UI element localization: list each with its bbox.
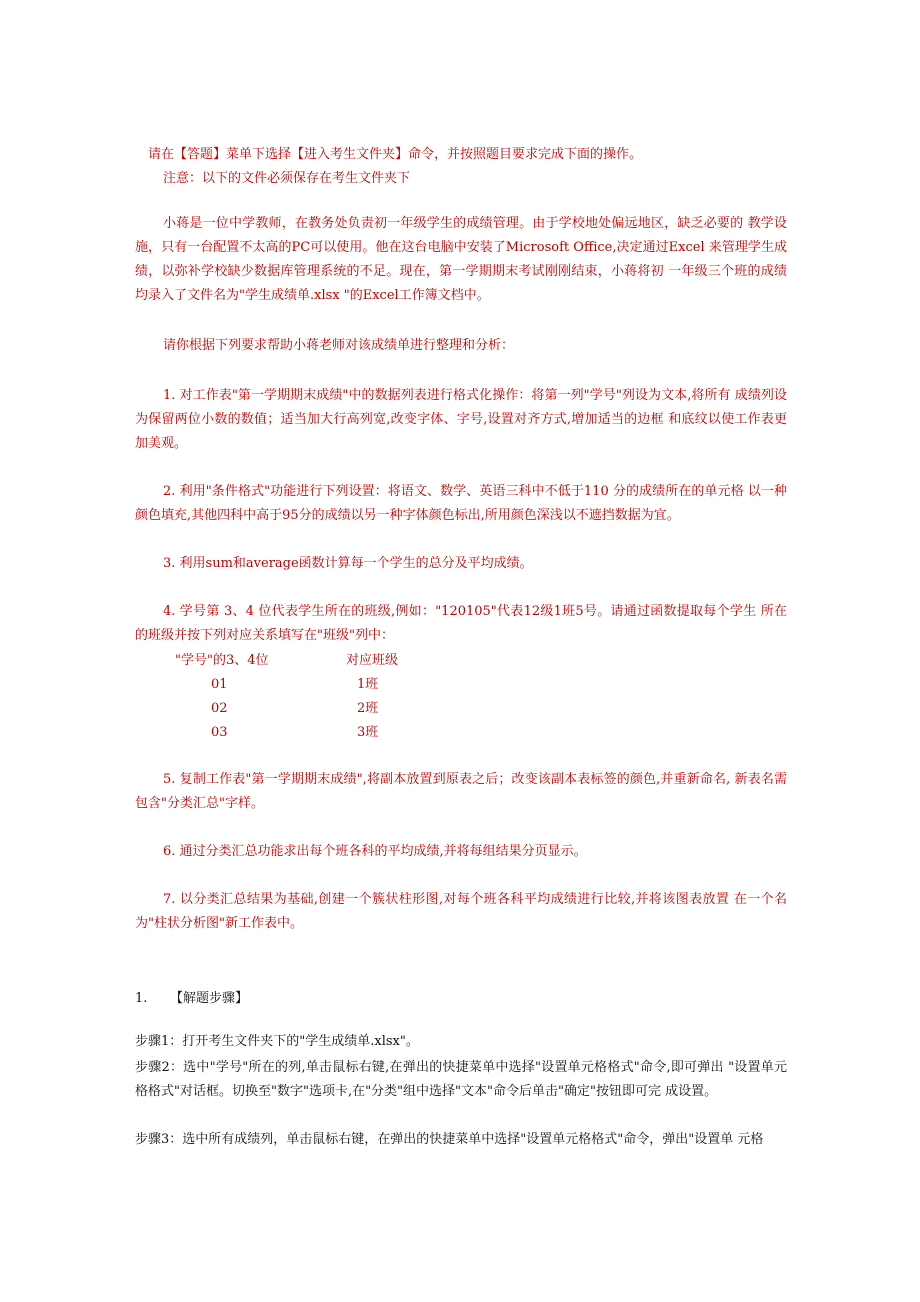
solution-step-3: 步骤3：选中所有成绩列，单击鼠标右键，在弹出的快捷菜单中选择"设置单元格格式"命令，弹出"设置单 元格 (135, 1132, 764, 1147)
intro-instruction: 请在【答题】菜单下选择【进入考生文件夹】命令，并按照题目要求完成下面的操作。 (148, 147, 643, 162)
table-cell-code: 02 (211, 701, 228, 716)
table-header-class: 对应班级 (346, 653, 399, 668)
solution-heading-number: 1. (135, 991, 148, 1006)
background-paragraph: 小蒋是一位中学教师，在教务处负责初一年级学生的成绩管理。由于学校地处偏远地区，缺乏必要的 教学设施，只有一台配置不太高的PC可以使用。他在这台电脑中安装了Microsoft Office,决定通过Excel 来管理学生成绩，以弥补学校缺少数据库管理系统的不足。现在，第一学期期末考试刚刚结束，小蒋将初 一年级三个班的成绩均录入了文件名为"学生成绩单.xlsx "的Excel工作簿文档中。 (135, 216, 787, 303)
table-header-code: "学号"的3、4位 (175, 653, 269, 668)
table-cell-class: 2班 (357, 701, 379, 716)
task-6: 6. 通过分类汇总功能求出每个班各科的平均成绩,并将每组结果分页显示。 (163, 844, 587, 859)
solution-step-1: 步骤1：打开考生文件夹下的"学生成绩单.xlsx"。 (135, 1034, 419, 1049)
solution-heading: 【解题步骤】 (170, 991, 249, 1006)
table-cell-code: 03 (211, 725, 228, 740)
request-line: 请你根据下列要求帮助小蒋老师对该成绩单进行整理和分析： (163, 338, 515, 353)
intro-notice: 注意：以下的文件必须保存在考生文件夹下 (163, 171, 411, 186)
task-1: 1. 对工作表"第一学期期末成绩"中的数据列表进行格式化操作：将第一列"学号"列设为文本,将所有 成绩列设为保留两位小数的数值；适当加大行高列宽,改变字体、字号,设置对齐方式,增加适当的边框 和底纹以使工作表更加美观。 (135, 388, 787, 451)
task-4: 4. 学号第 3、4 位代表学生所在的班级,例如："120105"代表12级1班5号。请通过函数提取每个学生 所在的班级并按下列对应关系填写在"班级"列中： (135, 604, 787, 643)
table-cell-class: 1班 (357, 677, 379, 692)
solution-step-2: 步骤2：选中"学号"所在的列,单击鼠标右键,在弹出的快捷菜单中选择"设置单元格格式"命令,即可弹出 "设置单元格格式"对话框。切换至"数字"选项卡,在"分类"组中选择"文本"命令后单击"确定"按钮即可完 成设置。 (135, 1060, 787, 1099)
task-3: 3. 利用sum和average函数计算每一个学生的总分及平均成绩。 (163, 556, 533, 571)
task-5: 5. 复制工作表"第一学期期末成绩",将副本放置到原表之后；改变该副本表标签的颜色,并重新命名, 新表名需包含"分类汇总"字样。 (135, 772, 787, 811)
table-cell-code: 01 (211, 677, 228, 692)
task-7: 7. 以分类汇总结果为基础,创建一个簇状柱形图,对每个班各科平均成绩进行比较,并将该图表放置 在一个名为"柱状分析图"新工作表中。 (135, 892, 787, 931)
table-cell-class: 3班 (357, 725, 379, 740)
task-2: 2. 利用"条件格式"功能进行下列设置：将语文、数学、英语三科中不低于110 分的成绩所在的单元格 以一种颜色填充,其他四科中高于95分的成绩以另一种字体颜色标出,所用颜色深浅以不遮挡数据为宜。 (135, 484, 787, 523)
